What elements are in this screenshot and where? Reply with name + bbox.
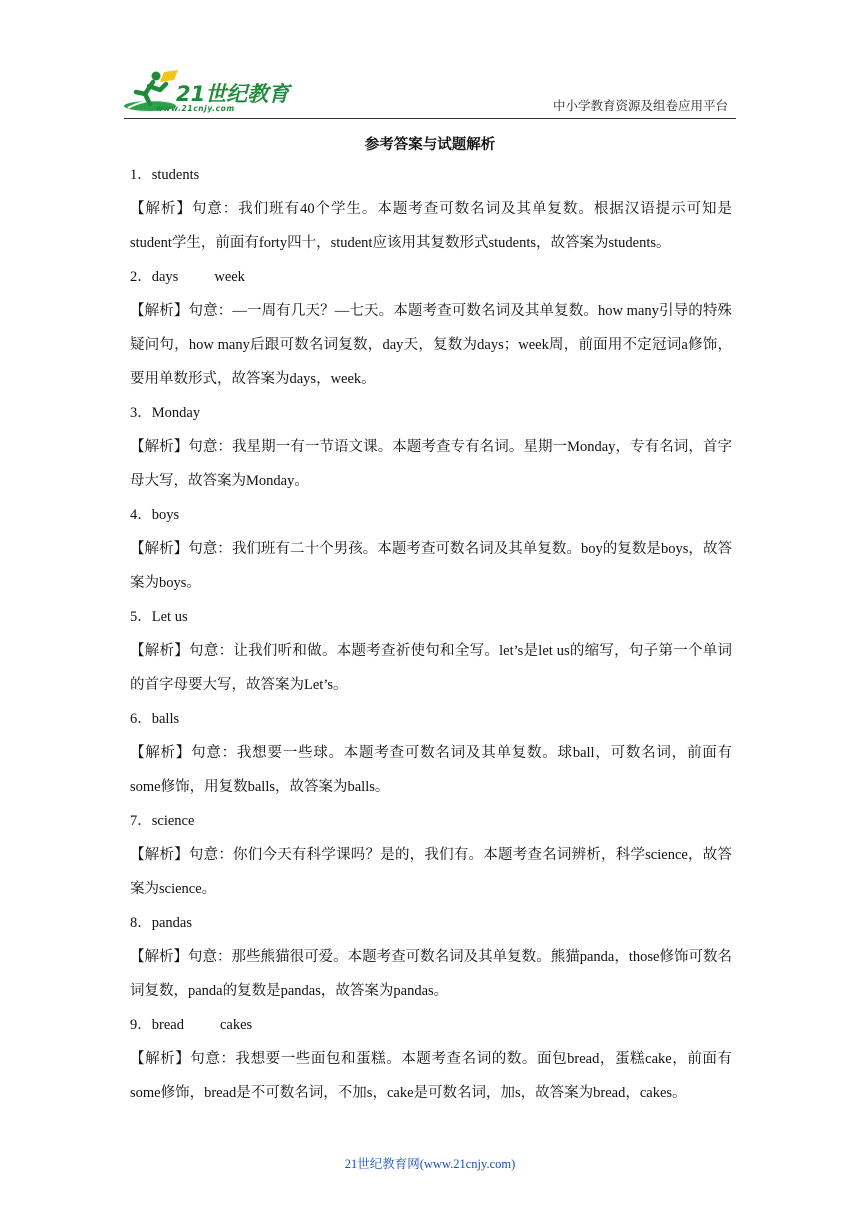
item-number: 1． xyxy=(130,167,152,183)
answer-text-2: cakes xyxy=(219,1017,253,1033)
answer-line xyxy=(130,906,732,940)
answer-line xyxy=(130,158,732,192)
explanation-text: 【解析】句意：让我们听和做。本题考查祈使句和全写。let’s是let us的缩写，句子第一个单词的首字母要大写，故答案为Let’s。 xyxy=(130,643,732,693)
page-header xyxy=(0,0,860,120)
answer-line xyxy=(130,498,732,532)
item-number: 3． xyxy=(130,405,152,421)
answer-line xyxy=(130,804,732,838)
answer-text: boys xyxy=(151,507,180,523)
explanation-text: 【解析】句意：我星期一有一节语文课。本题考查专有名词。星期一Monday，专有名词，首字母大写，故答案为Monday。 xyxy=(130,439,732,489)
explanation-text: 【解析】句意：—一周有几天？—七天。本题考查可数名词及其单复数。how many引导的特殊疑问句，how many后跟可数名词复数，day天，复数为days；week周，前面用不定冠词a修饰，要用单数形式，故答案为days，week。 xyxy=(130,303,732,387)
header-divider xyxy=(124,118,736,119)
platform-label: 中小学教育资源及组卷应用平台 xyxy=(552,99,728,113)
item-number: 6． xyxy=(130,711,152,727)
answer-text: Monday xyxy=(151,405,201,421)
logo-text: 21世纪教育 xyxy=(176,82,290,106)
explanation-text: 【解析】句意：我想要一些球。本题考查可数名词及其单复数。球ball，可数名词，前面有some修饰，用复数balls，故答案为balls。 xyxy=(130,745,732,795)
item-number: 9． xyxy=(130,1017,152,1033)
answer-text: Let us xyxy=(151,609,188,625)
item-number: 5． xyxy=(130,609,152,625)
answer-text: students xyxy=(151,167,200,183)
item-number: 7． xyxy=(130,813,152,829)
explanation-text: 【解析】句意：那些熊猫很可爱。本题考查可数名词及其单复数。熊猫panda，those修饰可数名词复数，panda的复数是pandas，故答案为pandas。 xyxy=(130,949,732,999)
item-number: 2． xyxy=(130,269,152,285)
page-title: 参考答案与试题解析 xyxy=(364,137,496,153)
answer-text: bread xyxy=(151,1017,184,1033)
answer-text: balls xyxy=(151,711,180,727)
explanation-text: 【解析】句意：我们班有40个学生。本题考查可数名词及其单复数。根据汉语提示可知是student学生，前面有forty四十，student应该用其复数形式students，故答案为students。 xyxy=(130,201,732,251)
item-number: 8． xyxy=(130,915,152,931)
answer-text: pandas xyxy=(151,915,193,931)
page-footer: 21世纪教育网(www.21cnjy.com) xyxy=(344,1157,516,1171)
explanation-text: 【解析】句意：我想要一些面包和蛋糕。本题考查名词的数。面包bread，蛋糕cake，前面有some修饰，bread是不可数名词，不加s，cake是可数名词，加s，故答案为bread，cakes。 xyxy=(130,1051,732,1101)
answer-list xyxy=(130,158,732,1110)
explanation-text: 【解析】句意：你们今天有科学课吗？是的，我们有。本题考查名词辨析，科学science，故答案为science。 xyxy=(130,847,732,897)
answer-line xyxy=(130,702,732,736)
logo-url: www.21cnjy.com xyxy=(156,104,235,113)
answer-text: science xyxy=(151,813,195,829)
answer-line xyxy=(130,600,732,634)
item-number: 4． xyxy=(130,507,152,523)
answer-line xyxy=(130,1008,732,1042)
answer-text: days xyxy=(151,269,179,285)
answer-text-2: week xyxy=(214,269,245,285)
answer-line xyxy=(130,260,732,294)
answer-line xyxy=(130,396,732,430)
explanation-text: 【解析】句意：我们班有二十个男孩。本题考查可数名词及其单复数。boy的复数是boys，故答案为boys。 xyxy=(130,541,732,591)
